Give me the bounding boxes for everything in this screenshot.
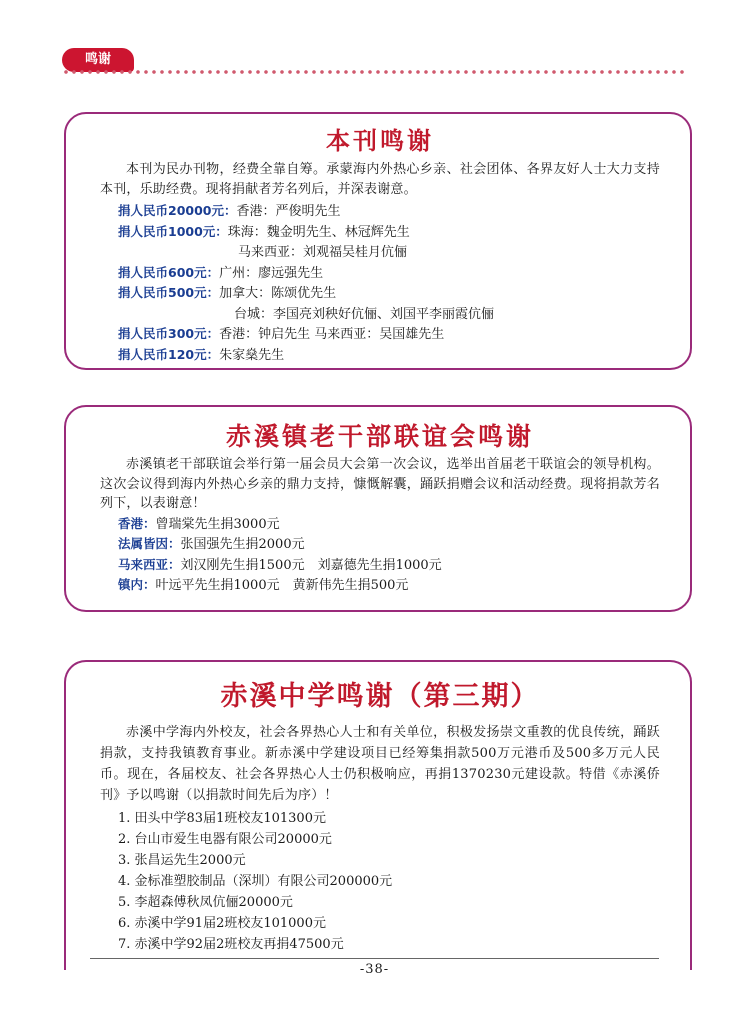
box-veterans-thanks bbox=[64, 405, 692, 612]
box1-entries bbox=[100, 201, 660, 365]
section-tab: 鸣谢 bbox=[62, 48, 134, 72]
entry-label: 捐人民币300元： bbox=[118, 326, 220, 341]
entry-label: 捐人民币1000元： bbox=[118, 223, 228, 239]
entry-text: 张国强先生捐2000元 bbox=[180, 537, 305, 552]
entry-text: 加拿大：陈颂优先生 bbox=[219, 286, 337, 301]
entry-text: 香港：严俊明先生 bbox=[236, 204, 341, 219]
box1-entry bbox=[100, 283, 660, 304]
entry-label: 捐人民币20000元： bbox=[118, 203, 237, 218]
box3-title: 赤溪中学鸣谢（第三期） bbox=[220, 681, 540, 712]
box2-entries bbox=[100, 514, 660, 596]
entry-text: 曾瑞棠先生捐3000元 bbox=[155, 516, 280, 532]
box1-entry bbox=[100, 242, 660, 263]
box3-item: 6. 赤溪中学91届2班校友101000元 bbox=[118, 916, 326, 931]
box1-entry bbox=[100, 263, 660, 284]
box-magazine-thanks bbox=[64, 112, 692, 370]
page-number: -38- bbox=[359, 962, 390, 977]
entry-text: 马来西亚：刘观福吴桂月伉俪 bbox=[238, 245, 408, 260]
box2-entry bbox=[100, 514, 660, 535]
box3-item: 1. 田头中学83届1班校友101300元 bbox=[118, 811, 326, 826]
box1-entry bbox=[100, 222, 660, 243]
box3-item: 3. 张昌运先生2000元 bbox=[118, 853, 246, 868]
header-dotted-rule bbox=[62, 68, 687, 76]
entry-label: 法属皆因： bbox=[118, 536, 181, 551]
entry-text: 朱家燊先生 bbox=[219, 347, 285, 363]
box3-item: 4. 金标准塑胶制品（深圳）有限公司200000元 bbox=[118, 874, 393, 889]
entry-text: 广州：廖远强先生 bbox=[219, 265, 324, 281]
box1-intro: 本刊为民办刊物，经费全靠自筹。承蒙海内外热心乡亲、社会团体、各界友好人士大力支持本刊，乐助经费。现将捐献者芳名列后，并深表谢意。 bbox=[100, 162, 660, 197]
box2-intro: 赤溪镇老干部联谊会举行第一届会员大会第一次会议，选举出首届老干联谊会的领导机构。这次会议得到海内外热心乡亲的鼎力支持，慷慨解囊，踊跃捐赠会议和活动经费。现将捐款芳名列下，以表谢意！ bbox=[100, 457, 660, 511]
entry-label: 捐人民币600元： bbox=[118, 264, 220, 280]
footer-rule bbox=[90, 958, 659, 959]
box2-entry bbox=[100, 555, 660, 576]
box1-entry bbox=[100, 201, 660, 222]
box-school-thanks bbox=[64, 660, 692, 970]
box3-item: 5. 李超森傅秋凤伉俪20000元 bbox=[118, 895, 293, 910]
entry-label: 马来西亚： bbox=[118, 556, 181, 572]
entry-label: 镇内： bbox=[118, 577, 156, 592]
box1-entry bbox=[100, 304, 660, 325]
entry-text: 香港：钟启先生 马来西亚：吴国雄先生 bbox=[219, 327, 445, 342]
box3-items bbox=[100, 808, 660, 955]
box1-title: 本刊鸣谢 bbox=[326, 127, 434, 155]
box2-title: 赤溪镇老干部联谊会鸣谢 bbox=[225, 422, 534, 451]
box3-item: 2. 台山市爱生电器有限公司20000元 bbox=[118, 832, 332, 847]
entry-text: 刘汉刚先生捐1500元 刘嘉德先生捐1000元 bbox=[180, 557, 442, 573]
entry-label: 捐人民币120元： bbox=[118, 346, 220, 362]
entry-text: 台城：李国亮刘秧好伉俪、刘国平李丽霞伉俪 bbox=[234, 306, 495, 322]
box1-entry bbox=[100, 324, 660, 345]
box3-item: 7. 赤溪中学92届2班校友再捐47500元 bbox=[118, 937, 344, 952]
box3-intro: 赤溪中学海内外校友，社会各界热心人士和有关单位，积极发扬崇文重教的优良传统，踊跃捐款，支持我镇教育事业。新赤溪中学建设项目已经筹集捐款500万元港币及500多万元人民币。现在，各届校友、社会各界热心人士仍积极响应，再捐1370230元建设款。特借《赤溪侨刊》予以鸣谢（以捐款时间先后为序）！ bbox=[100, 725, 660, 803]
box2-entry bbox=[100, 575, 660, 596]
entry-label: 捐人民币500元： bbox=[118, 285, 220, 300]
entry-text: 珠海：魏金明先生、林冠辉先生 bbox=[227, 224, 410, 240]
box2-entry bbox=[100, 534, 660, 555]
entry-label: 香港： bbox=[118, 515, 156, 531]
box1-entry bbox=[100, 345, 660, 366]
entry-text: 叶远平先生捐1000元 黄新伟先生捐500元 bbox=[155, 578, 409, 593]
